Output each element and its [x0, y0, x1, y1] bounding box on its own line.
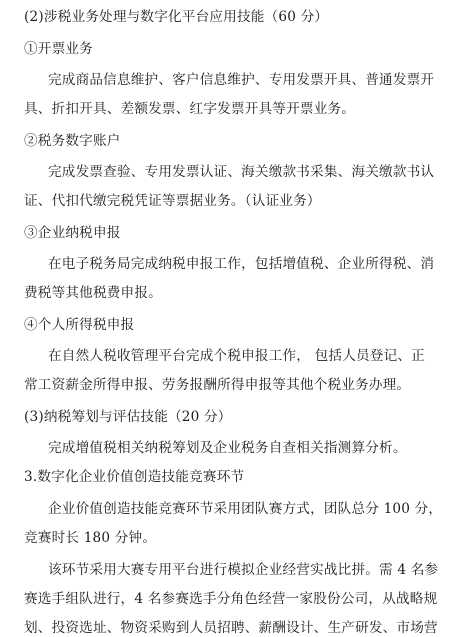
- paragraph-line: 完成发票查验、专用发票认证、海关缴款书采集、海关缴款书认: [48, 164, 435, 180]
- paragraph-line: 常工资薪金所得申报、劳务报酬所得申报等其他个税业务办理。: [24, 377, 411, 393]
- paragraph-line: 企业价值创造技能竞赛环节采用团队赛方式，团队总分 100 分，: [48, 501, 443, 517]
- subheading-personal-income-tax: ④个人所得税申报: [24, 317, 135, 333]
- paragraph-line: 证、代扣代缴完税凭证等票据业务。（认证业务）: [24, 193, 321, 209]
- paragraph-line: 该环节采用大赛专用平台进行模拟企业经营实战比拼。需 4 名参: [48, 562, 439, 578]
- section-heading-tax-business: (2)涉税业务处理与数字化平台应用技能（60 分）: [24, 9, 329, 25]
- section-heading-value-creation: 3.数字化企业价值创造技能竞赛环节: [24, 469, 245, 485]
- paragraph-line: 具、折扣开具、差额发票、红字发票开具等开票业务。: [24, 101, 356, 117]
- paragraph-line: 在电子税务局完成纳税申报工作，包括增值税、企业所得税、消: [48, 256, 435, 272]
- paragraph-line: 竞赛时长 180 分钟。: [24, 530, 157, 546]
- paragraph-line: 完成增值税相关纳税筹划及企业税务自查相关指测算分析。: [48, 440, 407, 456]
- section-heading-tax-planning: (3)纳税筹划与评估技能（20 分）: [24, 409, 232, 425]
- paragraph-line: 费税等其他税费申报。: [24, 285, 162, 301]
- paragraph-line: 划、投资选址、物资采购到人员招聘、薪酬设计、生产研发、市场营: [24, 620, 438, 636]
- paragraph-line: 在自然人税收管理平台完成个税申报工作， 包括人员登记、正: [48, 348, 425, 364]
- subheading-invoicing: ①开票业务: [24, 41, 93, 57]
- subheading-tax-digital-account: ②税务数字账户: [24, 133, 121, 149]
- paragraph-line: 赛选手组队进行，4 名参赛选手分角色经营一家股份公司，从战略规: [24, 591, 438, 607]
- subheading-corporate-filing: ③企业纳税申报: [24, 225, 121, 241]
- paragraph-line: 完成商品信息维护、客户信息维护、专用发票开具、普通发票开: [48, 72, 435, 88]
